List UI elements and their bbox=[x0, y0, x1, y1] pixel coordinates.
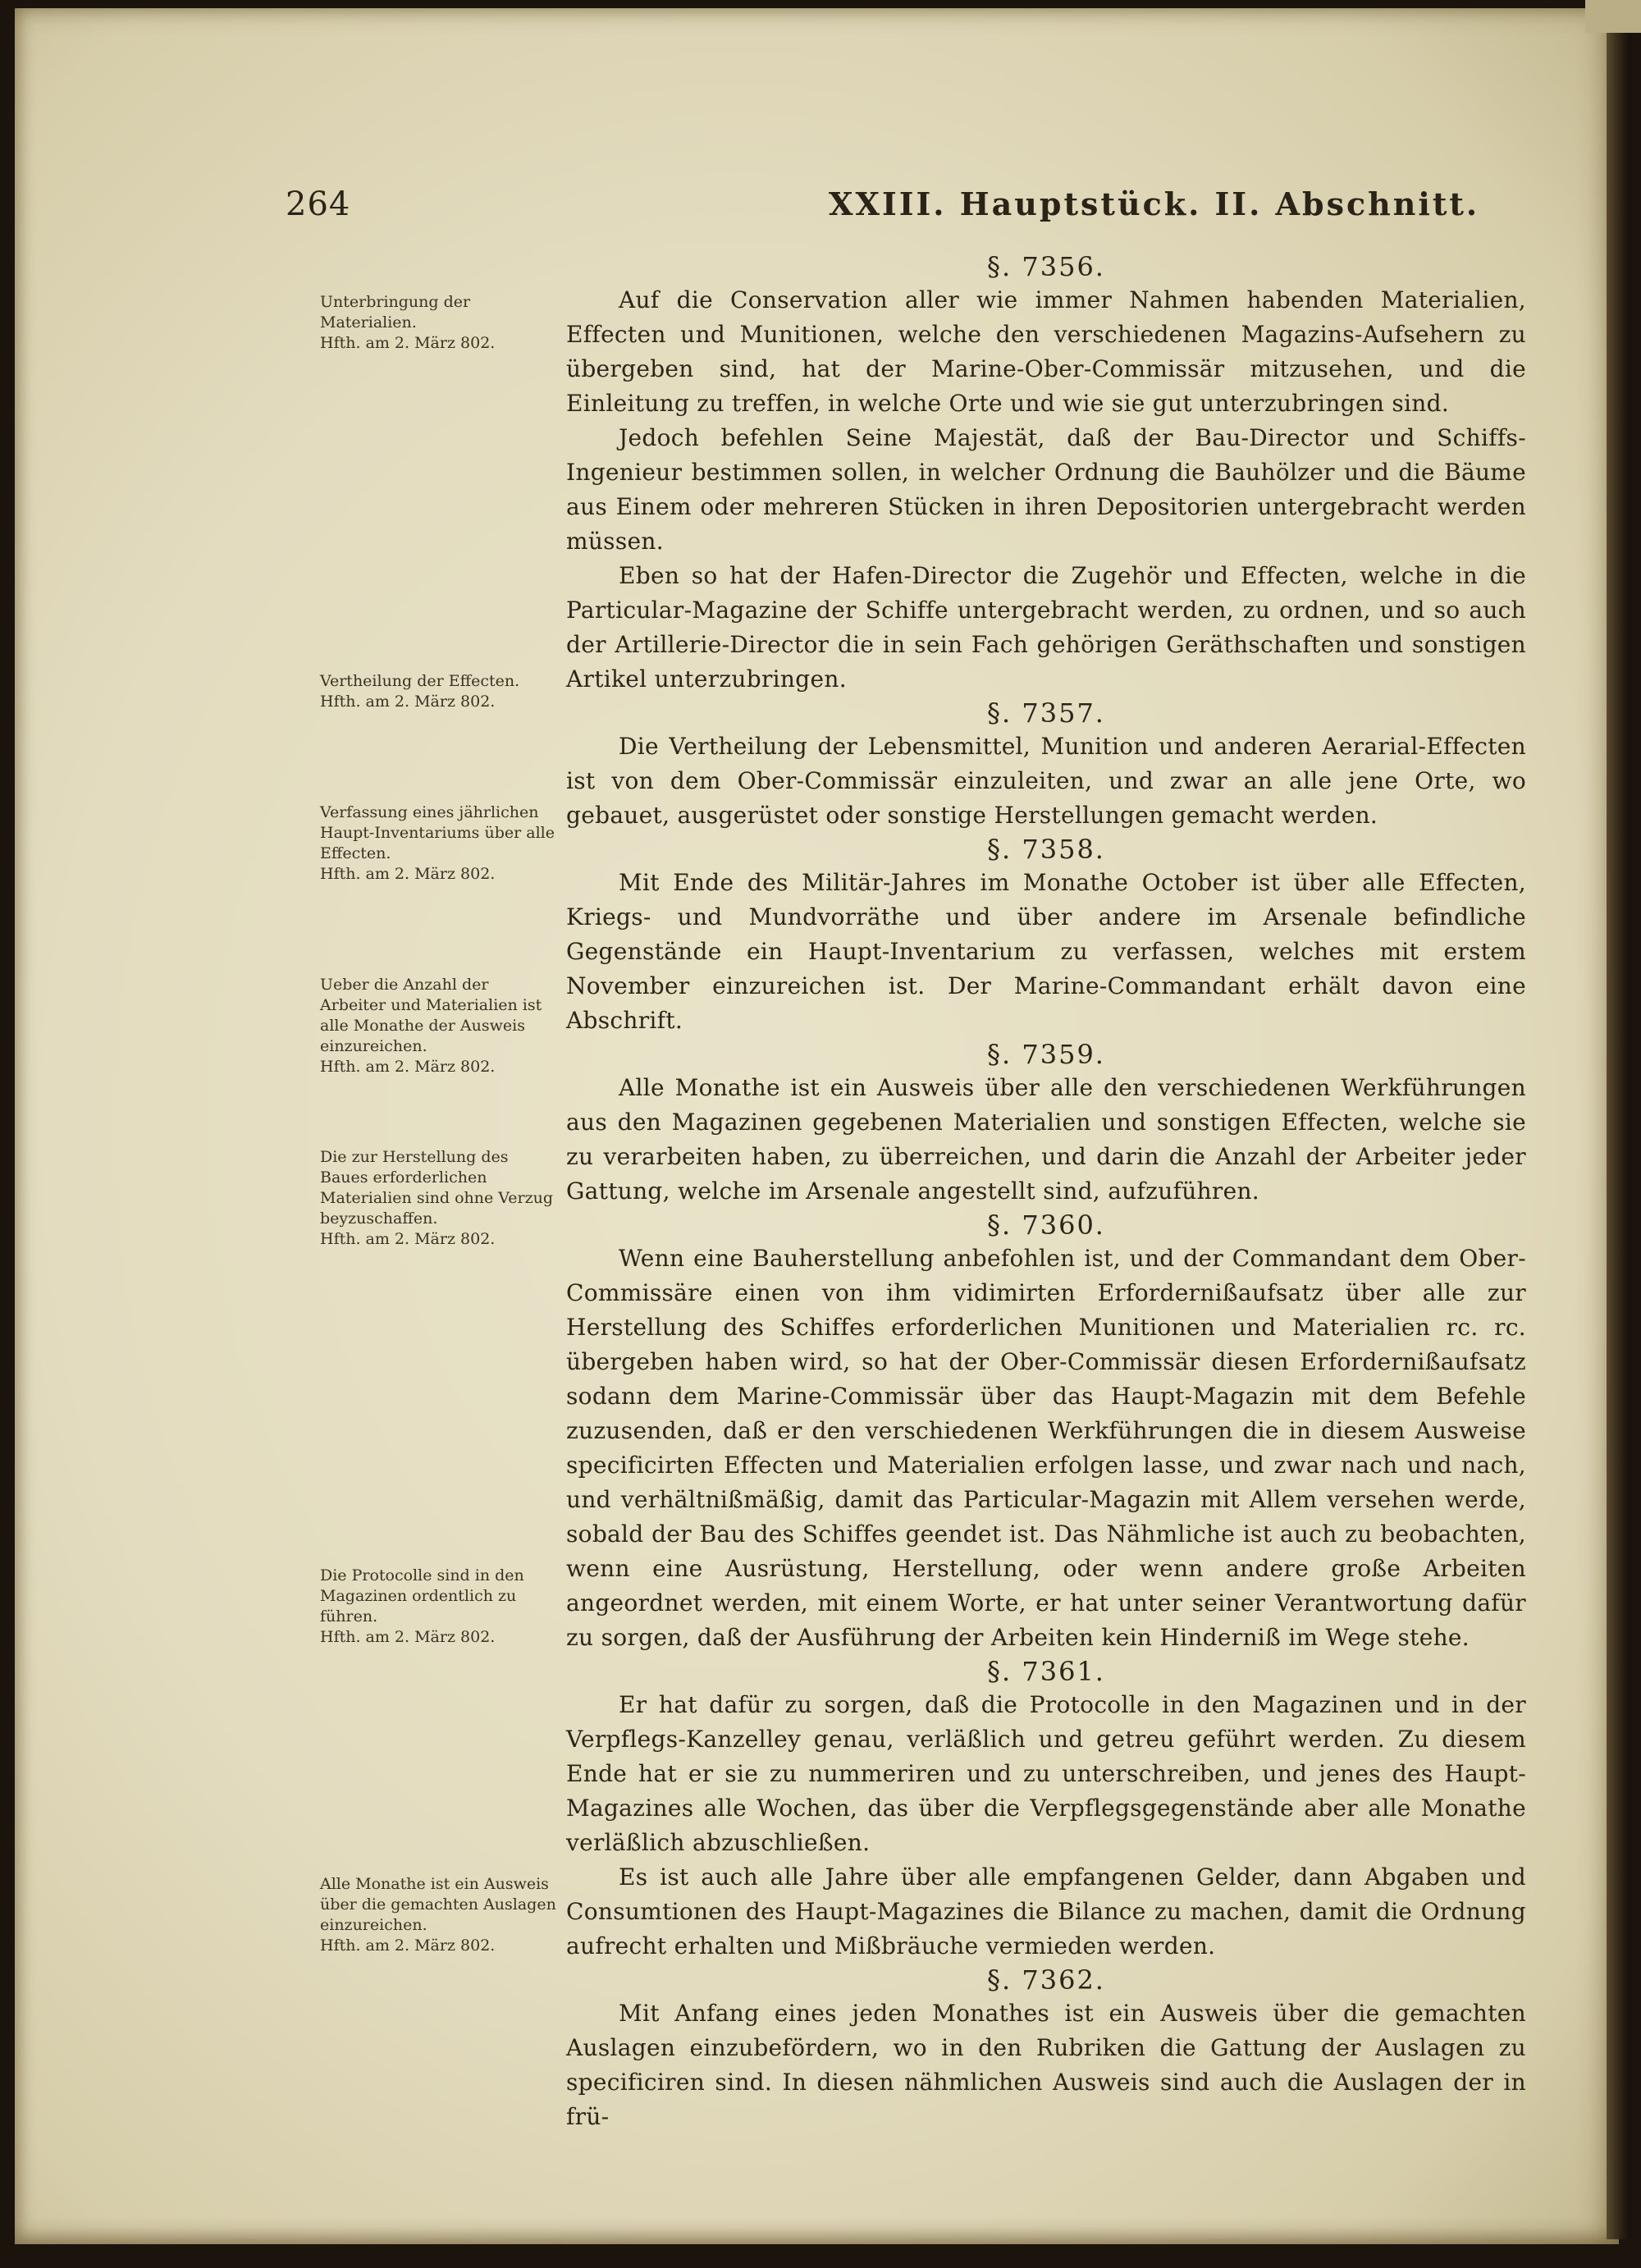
margin-note-7361 bbox=[320, 1566, 556, 1648]
margin-note-7358 bbox=[320, 802, 556, 885]
margin-note-ref: Hfth. am 2. März 802. bbox=[320, 865, 496, 883]
margin-note-ref: Hfth. am 2. März 802. bbox=[320, 1936, 496, 1955]
section-number: §. 7359. bbox=[987, 1039, 1105, 1070]
margin-note-ref: Hfth. am 2. März 802. bbox=[320, 334, 496, 352]
margin-note-text: Die Protocolle sind in den Magazinen ordentlich zu führen. bbox=[320, 1566, 524, 1626]
margin-note-ref: Hfth. am 2. März 802. bbox=[320, 1628, 496, 1646]
margin-note-7360 bbox=[320, 1147, 556, 1250]
margin-note-ref: Hfth. am 2. März 802. bbox=[320, 1230, 496, 1248]
page-header bbox=[0, 185, 1604, 235]
section-number: §. 7360. bbox=[987, 1209, 1105, 1241]
section-number: §. 7356. bbox=[987, 251, 1105, 282]
page-corner bbox=[1585, 0, 1641, 33]
margin-note-7356 bbox=[320, 292, 556, 354]
margin-note-text: Alle Monathe ist ein Ausweis über die gemachten Auslagen einzureichen. bbox=[320, 1875, 556, 1934]
paragraph: Wenn eine Bauherstellung anbefohlen ist, und der Commandant dem Ober-Commissäre einen von ihm vidimirten Erfordernißaufsatz über alle zur Herstellung des Schiffes erforderlichen Munitionen und Materialien rc. rc. übergeben haben wird, so hat der Ober-Commissär diesen Erfordernißaufsatz sodann dem Marine-Commissär über das Haupt-Magazin mit dem Befehle zuzusenden, daß er den verschiedenen Werkführungen die in diesem Ausweise specificirten Effecten und Materialien erfolgen lasse, und zwar nach und nach, und verhältnißmäßig, damit das Particular-Magazin mit Allem versehen werde, sobald der Bau des Schiffes geendet ist. Das Nähmliche ist auch zu beobachten, wenn eine Ausrüstung, Herstellung, oder wenn andere große Arbeiten angeordnet werden, mit einem Worte, er hat unter seiner Verantwortung dafür zu sorgen, daß der Ausführung der Arbeiten kein Hinderniß im Wege stehe. bbox=[566, 1245, 1526, 1651]
page-number: 264 bbox=[286, 185, 351, 223]
page-gutter bbox=[1607, 11, 1631, 2239]
margin-note-7357 bbox=[320, 671, 556, 712]
section-number: §. 7361. bbox=[987, 1656, 1105, 1687]
section-number: §. 7357. bbox=[987, 697, 1105, 729]
paragraph: Mit Anfang eines jeden Monathes ist ein Ausweis über die gemachten Auslagen einzubefördern, wo in den Rubriken die Gattung der Auslagen zu specificiren sind. In diesen nähmlichen Ausweis sind auch die Auslagen der in frü- bbox=[566, 2000, 1526, 2130]
paragraph: Mit Ende des Militär-Jahres im Monathe October ist über alle Effecten, Kriegs- und Mundvorräthe und über andere im Arsenale befindliche Gegenstände ein Haupt-Inventarium zu verfassen, welches mit erstem November einzureichen ist. Der Marine-Commandant erhält davon eine Abschrift. bbox=[566, 869, 1526, 1034]
margin-note-text: Vertheilung der Effecten. bbox=[320, 672, 520, 690]
paragraph: Er hat dafür zu sorgen, daß die Protocolle in den Magazinen und in der Verpflegs-Kanzelley genau, verläßlich und getreu geführt werden. Zu diesem Ende hat er sie zu nummeriren und zu unterschreiben, und jenes des Haupt-Magazines alle Wochen, das über die Verpflegsgegenstände aber alle Monathe verläßlich abzuschließen. bbox=[566, 1691, 1526, 1856]
paragraph: Jedoch befehlen Seine Majestät, daß der Bau-Director und Schiffs-Ingenieur bestimmen sollen, in welcher Ordnung die Bauhölzer und die Bäume aus Einem oder mehreren Stücken in ihren Depositorien untergebracht werden müssen. bbox=[566, 424, 1526, 555]
paragraph: Es ist auch alle Jahre über alle empfangenen Gelder, dann Abgaben und Consumtionen des Haupt-Magazines die Bilance zu machen, damit die Ordnung aufrecht erhalten und Mißbräuche vermieden werden. bbox=[566, 1863, 1526, 1959]
margin-note-text: Ueber die Anzahl der Arbeiter und Materialien ist alle Monathe der Ausweis einzureichen. bbox=[320, 976, 542, 1055]
margin-note-7359 bbox=[320, 975, 556, 1077]
margin-note-text: Verfassung eines jährlichen Haupt-Inventariums über alle Effecten. bbox=[320, 803, 555, 862]
paragraph: Auf die Conservation aller wie immer Nahmen habenden Materialien, Effecten und Munitionen, welche den verschiedenen Magazins-Aufsehern zu übergeben sind, hat der Marine-Ober-Commissär mitzusehen, und die Einleitung zu treffen, in welche Orte und wie sie gut unterzubringen sind. bbox=[566, 286, 1526, 417]
margin-note-ref: Hfth. am 2. März 802. bbox=[320, 1058, 496, 1076]
main-text bbox=[566, 250, 1526, 2134]
margin-note-ref: Hfth. am 2. März 802. bbox=[320, 693, 496, 711]
paragraph: Die Vertheilung der Lebensmittel, Munition und anderen Aerarial-Effecten ist von dem Ober-Commissär einzuleiten, und zwar an alle jene Orte, wo gebauet, ausgerüstet oder sonstige Herstellungen gemacht werden. bbox=[566, 733, 1526, 829]
margin-note-text: Die zur Herstellung des Baues erforderlichen Materialien sind ohne Verzug beyzuschaffen. bbox=[320, 1148, 553, 1228]
section-number: §. 7362. bbox=[987, 1964, 1105, 1996]
section-number: §. 7358. bbox=[987, 834, 1105, 865]
running-head: XXIII. Hauptstück. II. Abschnitt. bbox=[829, 185, 1480, 222]
margin-note-text: Unterbringung der Materialien. bbox=[320, 293, 471, 332]
paragraph: Eben so hat der Hafen-Director die Zugehör und Effecten, welche in die Particular-Magazine der Schiffe untergebracht werden, zu ordnen, und so auch der Artillerie-Director die in sein Fach gehörigen Geräthschaften und sonstigen Artikel unterzubringen. bbox=[566, 562, 1526, 693]
margin-note-7362 bbox=[320, 1874, 556, 1956]
paragraph: Alle Monathe ist ein Ausweis über alle den verschiedenen Werkführungen aus den Magazinen gegebenen Materialien und sonstigen Effecten, welche sie zu verarbeiten haben, zu überreichen, und darin die Anzahl der Arbeiter jeder Gattung, welche im Arsenale angestellt sind, aufzuführen. bbox=[566, 1074, 1526, 1205]
